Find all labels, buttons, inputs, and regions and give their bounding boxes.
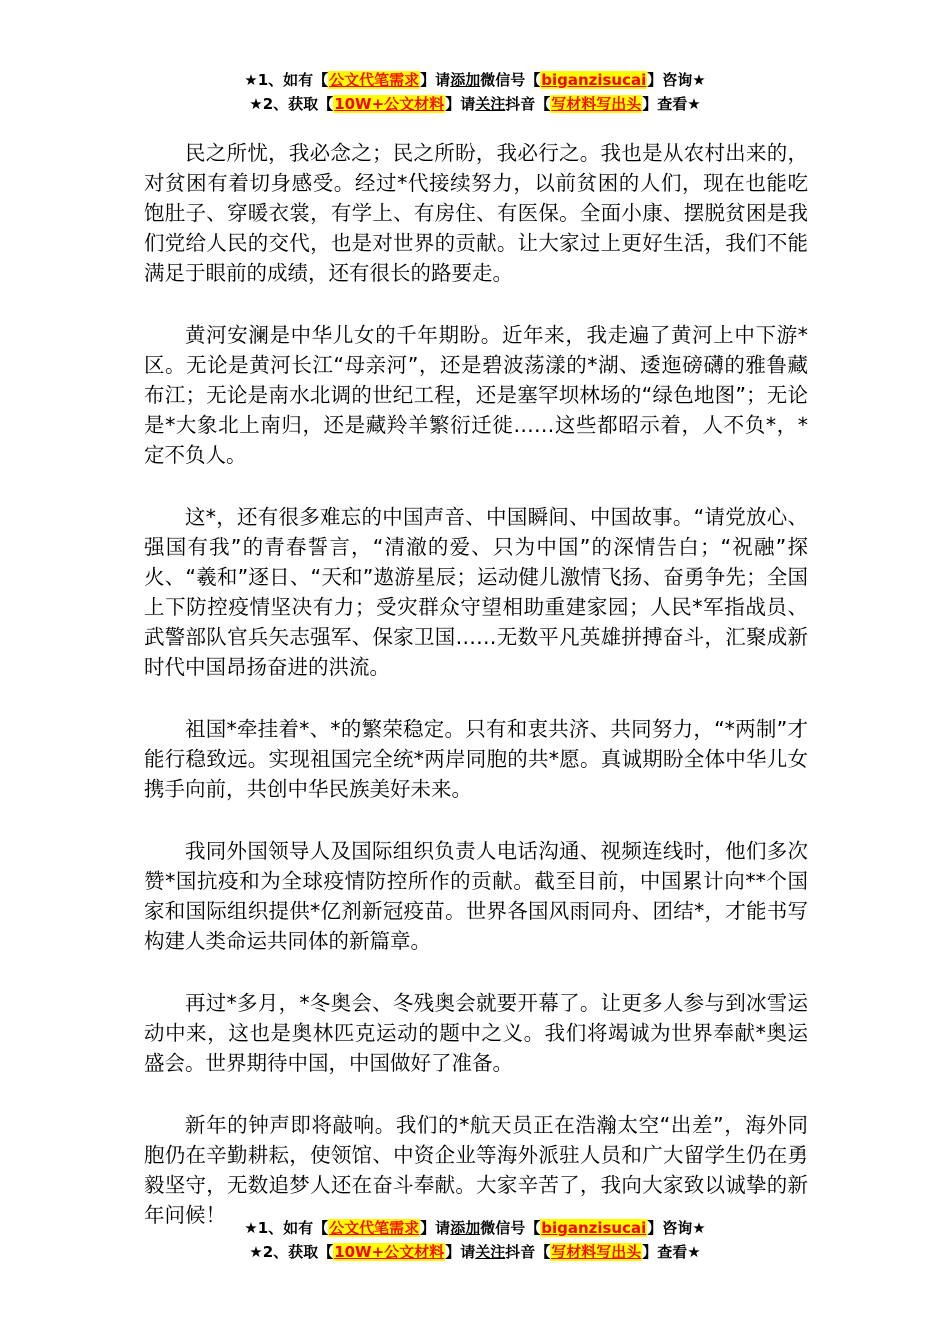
banner-line-2 xyxy=(0,1240,950,1264)
banner-line-1 xyxy=(0,1216,950,1240)
highlight-douyin-account: 写材料写出头 xyxy=(551,1243,642,1261)
banner-text: 】查看★ xyxy=(642,1243,701,1261)
paragraph: 我同外国领导人及国际组织负责人电话沟通、视频连线时，他们多次赞*国抗疫和为全球疫情防控所作的贡献。截至目前，中国累计向**个国家和国际组织提供*亿剂新冠疫苗。世界各国风雨同舟、团结*，才能书写构建人类命运共同体的新篇章。 xyxy=(144,839,808,953)
banner-text: 】请 xyxy=(445,1243,476,1261)
document-body xyxy=(144,138,808,1262)
banner-line-1 xyxy=(0,68,950,92)
banner-text: 抖音【 xyxy=(505,1243,551,1261)
paragraph: 新年的钟声即将敲响。我们的*航天员正在浩瀚太空“出差”，海外同胞仍在辛勤耕耘，使领馆、中资企业等海外派驻人员和广大留学生仍在勇毅坚守，无数追梦人还在奋斗奉献。大家辛苦了，我向大家致以诚挚的新年问候！ xyxy=(144,1113,808,1227)
banner-text: ★2、获取【 xyxy=(249,95,334,113)
emphasis-follow: 关注 xyxy=(475,95,506,113)
highlight-ghostwriting: 公文代笔需求 xyxy=(329,71,420,89)
banner-text: 】请 xyxy=(420,1219,451,1237)
emphasis-add: 添加 xyxy=(450,1219,481,1237)
banner-text: 】请 xyxy=(445,95,476,113)
banner-text: 微信号【 xyxy=(480,71,541,89)
highlight-wechat-id: biganzisucai xyxy=(541,71,647,89)
banner-text: 】咨询★ xyxy=(647,1219,706,1237)
paragraph: 黄河安澜是中华儿女的千年期盼。近年来，我走遍了黄河上中下游*区。无论是黄河长江“母亲河”，还是碧波荡漾的*湖、逶迤磅礴的雅鲁藏布江；无论是南水北调的世纪工程，还是塞罕坝林场的“绿色地图”；无论是*大象北上南归，还是藏羚羊繁衍迁徙……这些都昭示着，人不负*，*定不负人。 xyxy=(144,323,808,467)
paragraph: 民之所忧，我必念之；民之所盼，我必行之。我也是从农村出来的，对贫困有着切身感受。经过*代接续努力，以前贫困的人们，现在也能吃饱肚子、穿暖衣裳，有学上、有房住、有医保。全面小康、摆脱贫困是我们党给人民的交代，也是对世界的贡献。让大家过上更好生活，我们不能满足于眼前的成绩，还有很长的路要走。 xyxy=(144,141,808,285)
banner-text: 】请 xyxy=(420,71,451,89)
banner-text: ★1、如有【 xyxy=(244,71,329,89)
paragraph: 这*，还有很多难忘的中国声音、中国瞬间、中国故事。“请党放心、强国有我”的青春誓言，“清澈的爱、只为中国”的深情告白；“祝融”探火、“羲和”逐日、“天和”遨游星辰；运动健儿激情飞扬、奋勇争先；全国上下防控疫情坚决有力；受灾群众守望相助重建家园；人民*军指战员、武警部队官兵矢志强军、保家卫国……无数平凡英雄拼搏奋斗，汇聚成新时代中国昂扬奋进的洪流。 xyxy=(144,505,808,679)
highlight-ghostwriting: 公文代笔需求 xyxy=(329,1219,420,1237)
highlight-materials: 10W+公文材料 xyxy=(334,1243,445,1261)
footer-banner xyxy=(0,1216,950,1264)
banner-text: 】咨询★ xyxy=(647,71,706,89)
highlight-materials: 10W+公文材料 xyxy=(334,95,445,113)
banner-text: 】查看★ xyxy=(642,95,701,113)
header-banner xyxy=(0,68,950,116)
paragraph: 再过*多月，*冬奥会、冬残奥会就要开幕了。让更多人参与到冰雪运动中来，这也是奥林匹克运动的题中之义。我们将竭诚为世界奉献*奥运盛会。世界期待中国，中国做好了准备。 xyxy=(144,991,808,1075)
highlight-douyin-account: 写材料写出头 xyxy=(551,95,642,113)
paragraph: 祖国*牵挂着*、*的繁荣稳定。只有和衷共济、共同努力，“*两制”才能行稳致远。实现祖国完全统*两岸同胞的共*愿。真诚期盼全体中华儿女携手向前，共创中华民族美好未来。 xyxy=(144,717,808,801)
emphasis-follow: 关注 xyxy=(475,1243,506,1261)
banner-line-2 xyxy=(0,92,950,116)
banner-text: 微信号【 xyxy=(480,1219,541,1237)
banner-text: ★1、如有【 xyxy=(244,1219,329,1237)
emphasis-add: 添加 xyxy=(450,71,481,89)
banner-text: ★2、获取【 xyxy=(249,1243,334,1261)
banner-text: 抖音【 xyxy=(505,95,551,113)
highlight-wechat-id: biganzisucai xyxy=(541,1219,647,1237)
